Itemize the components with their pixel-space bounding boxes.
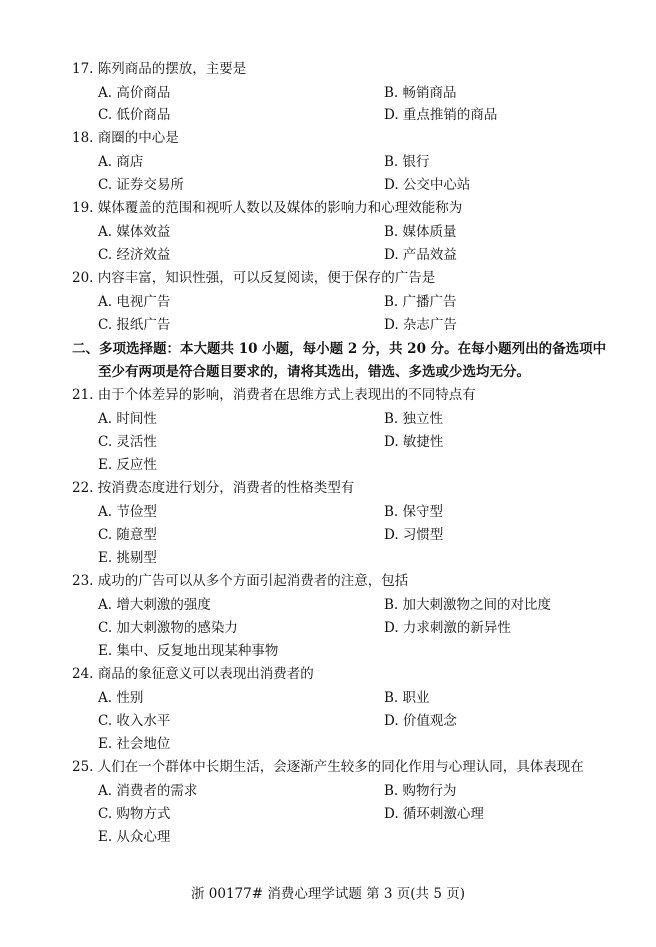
question-22-stem: 22. 按消费态度进行划分，消费者的性格类型有 <box>72 480 355 496</box>
question-23-option-b: B. 加大刺激物之间的对比度 <box>384 597 552 613</box>
question-22-option-a: A. 节俭型 <box>98 504 157 520</box>
question-20-option-d: D. 杂志广告 <box>384 317 457 333</box>
question-24-option-c: C. 收入水平 <box>98 713 171 729</box>
question-20-option-a: A. 电视广告 <box>98 294 171 310</box>
question-17-option-b: B. 畅销商品 <box>384 85 457 101</box>
question-19-option-a: A. 媒体效益 <box>98 224 171 240</box>
question-23-option-e: E. 集中、反复地出现某种事物 <box>98 643 279 659</box>
question-22-option-c: C. 随意型 <box>98 527 157 543</box>
question-24-option-e: E. 社会地位 <box>98 736 171 752</box>
section-2-instruction: 至少有两项是符合题目要求的，请将其选出，错选、多选或少选均无分。 <box>98 364 530 380</box>
question-17-option-d: D. 重点推销的商品 <box>384 107 498 123</box>
question-23-option-a: A. 增大刺激的强度 <box>98 597 211 613</box>
question-19-stem: 19. 媒体覆盖的范围和视听人数以及媒体的影响力和心理效能称为 <box>72 200 463 216</box>
question-19-option-b: B. 媒体质量 <box>384 224 457 240</box>
question-17-stem: 17. 陈列商品的摆放，主要是 <box>72 61 247 77</box>
question-25-stem: 25. 人们在一个群体中长期生活，会逐渐产生较多的同化作用与心理认同，具体表现在 <box>72 759 584 775</box>
question-22-option-d: D. 习惯型 <box>384 527 444 543</box>
question-25-option-b: B. 购物行为 <box>384 783 457 799</box>
question-21-stem: 21. 由于个体差异的影响，消费者在思维方式上表现出的不同特点有 <box>72 387 476 403</box>
question-24-option-b: B. 职业 <box>384 690 430 706</box>
question-20-stem: 20. 内容丰富，知识性强，可以反复阅读，便于保存的广告是 <box>72 270 436 286</box>
question-20-option-b: B. 广播广告 <box>384 294 457 310</box>
question-17-option-a: A. 高价商品 <box>98 85 171 101</box>
question-21-option-d: D. 敏捷性 <box>384 434 444 450</box>
question-19-option-c: C. 经济效益 <box>98 247 171 263</box>
question-21-option-b: B. 独立性 <box>384 411 444 427</box>
question-18-option-d: D. 公交中心站 <box>384 177 471 193</box>
question-25-option-e: E. 从众心理 <box>98 829 171 845</box>
question-25-option-d: D. 循环刺激心理 <box>384 806 484 822</box>
question-18-option-c: C. 证券交易所 <box>98 177 184 193</box>
question-18-option-b: B. 银行 <box>384 154 430 170</box>
question-21-option-c: C. 灵活性 <box>98 434 157 450</box>
page-footer: 浙 00177# 消费心理学试题 第 3 页(共 5 页) <box>190 886 465 902</box>
question-18-stem: 18. 商圈的中心是 <box>72 130 179 146</box>
question-24-stem: 24. 商品的象征意义可以表现出消费者的 <box>72 666 314 682</box>
question-25-option-a: A. 消费者的需求 <box>98 783 198 799</box>
question-22-option-b: B. 保守型 <box>384 504 444 520</box>
question-17-option-c: C. 低价商品 <box>98 107 171 123</box>
question-25-option-c: C. 购物方式 <box>98 806 171 822</box>
question-24-option-a: A. 性别 <box>98 690 144 706</box>
question-23-option-c: C. 加大刺激物的感染力 <box>98 620 238 636</box>
question-23-stem: 23. 成功的广告可以从多个方面引起消费者的注意，包括 <box>72 573 409 589</box>
question-21-option-a: A. 时间性 <box>98 411 157 427</box>
question-20-option-c: C. 报纸广告 <box>98 317 171 333</box>
section-2-heading: 二、多项选择题：本大题共 10 小题，每小题 2 分，共 20 分。在每小题列出的备选项中 <box>72 341 607 357</box>
question-24-option-d: D. 价值观念 <box>384 713 457 729</box>
question-19-option-d: D. 产品效益 <box>384 247 457 263</box>
question-23-option-d: D. 力求刺激的新异性 <box>384 620 511 636</box>
question-18-option-a: A. 商店 <box>98 154 144 170</box>
question-21-option-e: E. 反应性 <box>98 457 157 473</box>
question-22-option-e: E. 挑剔型 <box>98 550 157 566</box>
